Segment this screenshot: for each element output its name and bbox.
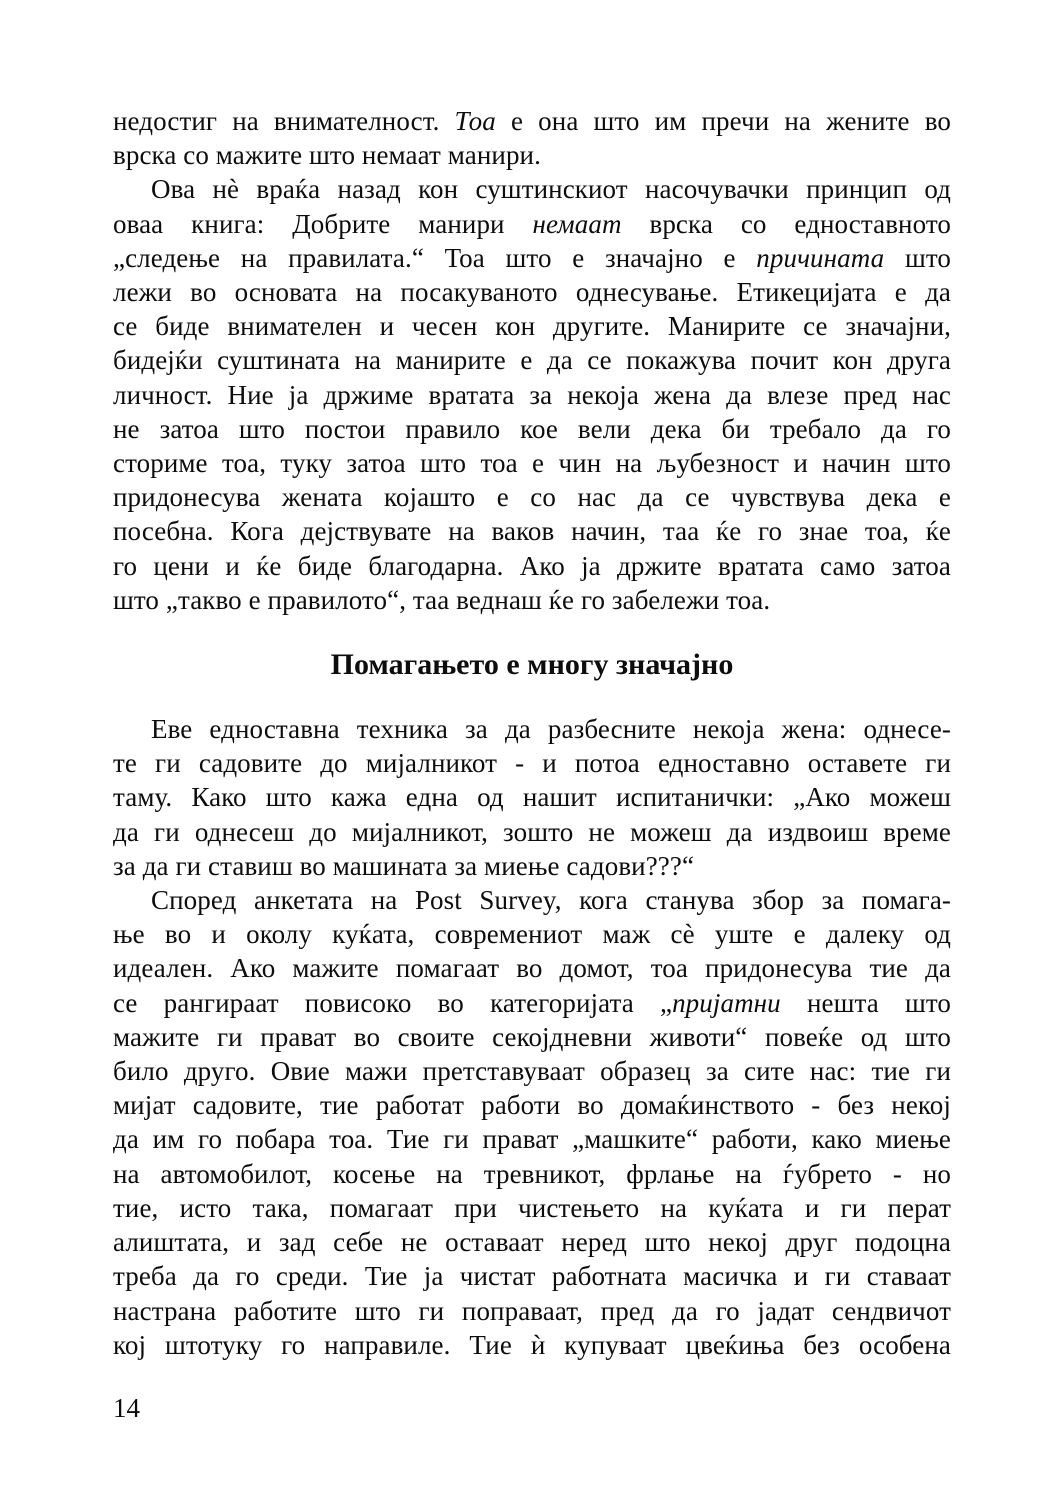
text-run: бидејќи суштината на манирите е да се покажува почит кон друга [113, 345, 951, 376]
text-line [113, 104, 951, 138]
text-run: лежи во основата на посакуваното однесување. Етикецијата е да [113, 277, 951, 308]
text-run: мажите ги прават во своите секојдневни животи“ повеќе од што [113, 1021, 951, 1052]
text-run: не затоа што постои правило кое вели дека би требало да го [113, 413, 951, 444]
text-line [113, 378, 951, 412]
text-line [113, 412, 951, 446]
text-run: го цени и ќе биде благодарна. Ако ја држите вратата само затоа [113, 550, 951, 581]
text-line [113, 480, 951, 514]
italic-run: пријатни [672, 987, 781, 1018]
section-heading: Помагањето е многу значајно [330, 648, 734, 682]
text-line [113, 275, 951, 309]
text-line [113, 1054, 951, 1088]
text-line [113, 1328, 951, 1362]
text-run: било друго. Овие мажи претставуваат образец за сите нас: тие ги [113, 1056, 951, 1087]
text-run: Ова нѐ враќа назад кон суштинскиот насочувачки принцип од [151, 174, 951, 205]
paragraphs-top [113, 104, 951, 617]
text-line [113, 241, 951, 275]
text-line [113, 446, 951, 480]
text-run: што [884, 242, 951, 273]
paragraph [113, 104, 951, 172]
text-run: на автомобилот, косење на тревникот, фрлање на ѓубрето - но [113, 1158, 951, 1189]
text-line [113, 1294, 951, 1328]
text-run: кој штотуку го направиле. Тие ѝ купуваат цвеќиња без особена [113, 1329, 951, 1360]
paragraph [113, 712, 951, 883]
text-line [113, 917, 951, 951]
text-run: алиштата, и зад себе не оставаат неред што некој друг подоцна [113, 1227, 951, 1258]
text-line [113, 986, 951, 1020]
text-run: „следење на правилата.“ Тоа што е значајно е [113, 242, 757, 273]
text-line [113, 1157, 951, 1191]
text-run: идеален. Ако мажите помагаат во домот, тоа придонесува тие да [113, 953, 951, 984]
text-line [113, 1191, 951, 1225]
text-run: посебна. Кога дејствувате на ваков начин, таа ќе го знае тоа, ќе [113, 516, 951, 547]
text-run: сториме тоа, туку затоа што тоа е чин на љубезност и начин што [113, 448, 951, 479]
text-line [113, 343, 951, 377]
text-run: да ги однесеш до мијалникот, зошто не можеш да издвоиш време [113, 816, 951, 847]
text-line [113, 1088, 951, 1122]
text-run: Еве едноставна техника за да разбесните некоја жена: однесе- [151, 714, 951, 745]
text-line [113, 1020, 951, 1054]
text-line [113, 583, 951, 617]
text-column [113, 104, 951, 1362]
text-run: нешта што [780, 987, 951, 1018]
text-line [113, 514, 951, 548]
text-run: личност. Ние ја држиме вратата за некоја жена да влезе пред нас [113, 379, 951, 410]
text-line [113, 849, 951, 883]
text-line [113, 1225, 951, 1259]
text-run: се биде внимателен и чесен кон другите. Манирите се значајни, [113, 311, 951, 342]
text-line [113, 138, 951, 172]
text-line [113, 207, 951, 241]
paragraph [113, 172, 951, 617]
text-line [113, 549, 951, 583]
text-line [113, 780, 951, 814]
text-line [113, 172, 951, 206]
text-run: што „такво е правилото“, таа веднаш ќе го забележи тоа. [113, 584, 771, 615]
text-run: оваа книга: Добрите манири [113, 208, 533, 239]
text-run: врска со мажите што немаат манири. [113, 140, 541, 171]
text-run: ње во и околу куќата, современиот маж сѐ уште е далеку од [113, 919, 951, 950]
text-run: е она што им пречи на жените во [495, 106, 952, 136]
text-run: недостиг на внимателност. [113, 106, 455, 136]
text-line [113, 309, 951, 343]
text-line [113, 712, 951, 746]
text-line [113, 746, 951, 780]
text-line [113, 1122, 951, 1156]
italic-run: немаат [532, 208, 622, 239]
text-run: за да ги ставиш во машината за миење садови???“ [113, 850, 695, 881]
text-run: Според анкетата на Post Survey, кога станува збор за помага- [151, 885, 951, 916]
text-run: настрана работите што ги поправаат, пред да го јадат сендвичот [113, 1295, 951, 1326]
italic-run: причината [756, 242, 885, 273]
paragraph [113, 883, 951, 1362]
text-run: се рангираат повисоко во категоријата „ [113, 987, 673, 1018]
text-run: таму. Како што кажа една од нашит испитанички: „Ако можеш [113, 782, 951, 813]
text-run: тие, исто така, помагаат при чистењето на куќата и ги перат [113, 1192, 951, 1223]
text-line [113, 883, 951, 917]
text-run: врска со едноставното [621, 208, 951, 239]
page-number: 14 [113, 1393, 140, 1423]
text-run: те ги садовите до мијалникот - и потоа едноставно оставете ги [113, 748, 951, 779]
text-run: треба да го среди. Тие ја чистат работната масичка и ги ставаат [113, 1261, 951, 1292]
text-line [113, 815, 951, 849]
text-run: мијат садовите, тие работат работи во домаќинството - без некој [113, 1090, 951, 1121]
text-run: да им го побара тоа. Тие ги прават „машките“ работи, како миење [113, 1124, 951, 1155]
italic-run: Тоа [454, 106, 496, 136]
text-line [113, 1259, 951, 1293]
text-run: придонесува жената којашто е со нас да се чувствува дека е [113, 482, 951, 513]
paragraphs-bottom [113, 712, 951, 1362]
text-line [113, 951, 951, 985]
